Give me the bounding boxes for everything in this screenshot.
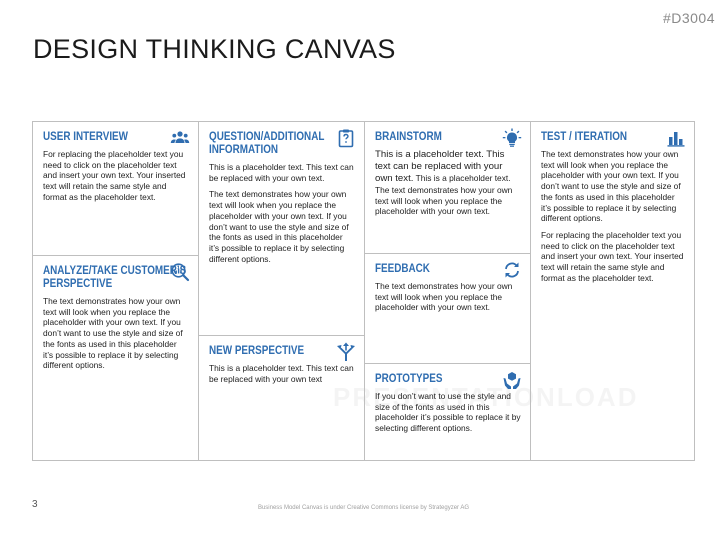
cell-title: BRAINSTORM <box>375 131 442 143</box>
cell-title: FEEDBACK <box>375 263 430 275</box>
cell-text: The text demonstrates how your own text will look when you replace the placeholder with your own text. <box>375 281 513 313</box>
cell-text: For replacing the placeholder text you need to click on the placeholder text and insert your own text. Your inserted text will retain the same style and format as the placeholder text. <box>541 229 684 283</box>
design-thinking-canvas <box>32 121 695 461</box>
cell-title: NEW PERSPECTIVE <box>209 345 305 357</box>
cell-text: If you don’t want to use the style and size of the fonts as used in this placeholder it’s possible to replace it by selecting different options. <box>375 391 521 434</box>
cell-text: For replacing the placeholder text you need to click on the placeholder text and insert your own text. Your inserted text will retain the same style and format as the placeholder text. <box>43 149 186 202</box>
cell-analyze <box>33 256 199 460</box>
brainstorm-text-large: This is a placeholder text. This text can be replaced with your own text. <box>375 149 505 184</box>
cell-text <box>375 149 521 217</box>
footer-note: Business Model Canvas is under Creative Commons license by Strategyzer AG <box>257 505 470 511</box>
brainstorm-text: This is a placeholder text. The text demonstrates how your own text will look when you replace the placeholder with your own text. <box>375 173 513 217</box>
cell-new-perspective <box>199 336 365 460</box>
cell-text: This is a placeholder text. This text can be replaced with your own text. <box>209 162 354 183</box>
cell-brainstorm <box>365 122 531 254</box>
cell-title: USER INTERVIEW <box>43 131 128 143</box>
cell-title: PROTOTYPES <box>375 373 443 385</box>
page-number: 3 <box>32 499 38 510</box>
slide-id: #D3004 <box>662 10 715 26</box>
page-title: DESIGN THINKING CANVAS <box>33 34 396 64</box>
cell-title: TEST / ITERATION <box>541 131 628 143</box>
cell-test-iteration <box>531 122 694 460</box>
cell-prototypes <box>365 364 531 460</box>
cell-feedback <box>365 254 531 364</box>
cell-text: The text demonstrates how your own text will look when you replace the placeholder with your own text. If you don’t want to use the style and size of the fonts as used in this placeholder it’s possible to replace it by selecting different options. <box>43 296 183 371</box>
cell-question <box>199 122 365 336</box>
cell-text: This is a placeholder text. This text can be replaced with your own text <box>209 363 354 384</box>
cell-title: QUESTION/ADDITIONAL INFORMATION <box>209 131 325 156</box>
cell-text: The text demonstrates how your own text will look when you replace the placeholder with your own text. If you don’t want to use the style and size of the fonts as used in this placeholder it’s possible to replace it by selecting different options. <box>209 189 349 264</box>
cell-text: The text demonstrates how your own text will look when you replace the placeholder with your own text. If you don’t want to use the style and size of the fonts as used in this placeholder it’s possible to replace it by selecting different options. <box>541 149 681 224</box>
cell-title: ANALYZE/TAKE CUSTOMER’S PERSPECTIVE <box>43 265 187 290</box>
cell-user-interview <box>33 122 199 256</box>
